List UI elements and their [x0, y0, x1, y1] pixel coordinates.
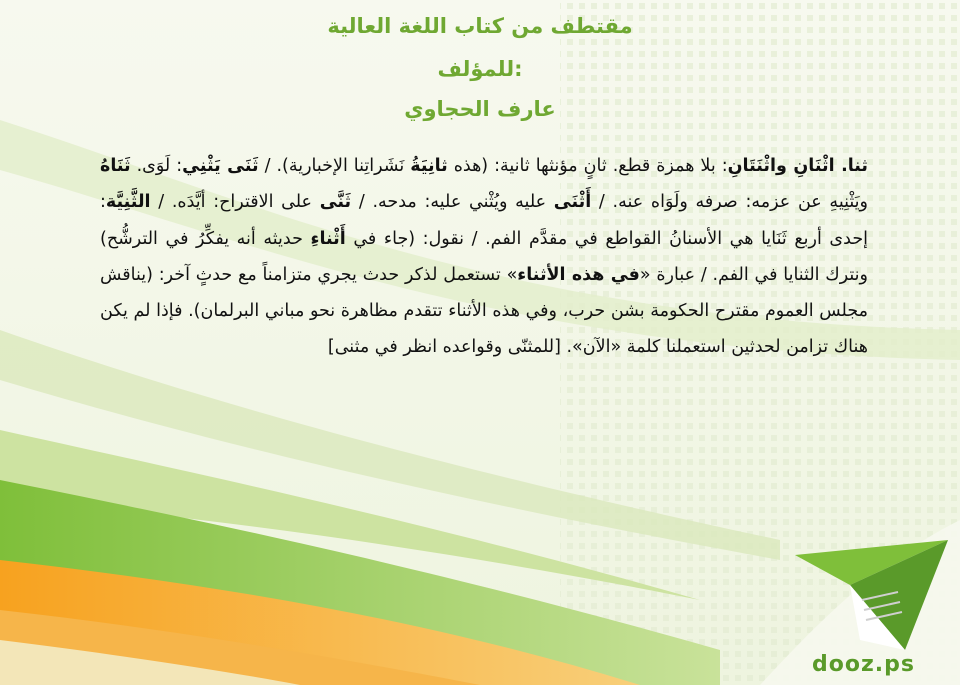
title-line-1: مقتطف من كتاب اللغة العالية [327, 14, 633, 38]
text-segment: : إحدى أربع ثَنَايا هي الأسنانُ القواطع في مقدَّم الفم. / نقول: (جاء في [100, 192, 868, 249]
site-logo: dooz.ps [812, 652, 915, 677]
text-segment: ويَثْنِيهِ عن عزمه: صرفه ولَوَاه عنه. / [591, 192, 868, 213]
author-name: عارف الحجاوي [404, 97, 556, 121]
term: ثانِيَةُ [410, 156, 448, 176]
title-line-2: للمؤلف: [437, 57, 523, 81]
text-segment: : لَوَى. [130, 156, 183, 176]
term: أَثْناءِ [310, 228, 346, 249]
term: ثَنَّى [319, 192, 352, 213]
entry-text [100, 148, 868, 458]
text-segment: حديثه أنه يفكِّرُ في الترشُّح) ونترك الثنايا في الفم. / عبارة « [100, 228, 868, 285]
term: ثنا. اثْنَانِ واثْنَتَانِ [727, 156, 869, 176]
text-segment: عليه ويُثْني عليه: مدحه. / [351, 192, 554, 213]
term: ثَنَاهُ [100, 156, 131, 176]
term: أَثْنَى [553, 192, 592, 213]
term: الثَّنِيَّة [105, 192, 151, 213]
term: في هذه الأثناء [517, 264, 640, 285]
text-segment: على الاقتراح: أيَّدَه. / [150, 192, 320, 213]
text-segment: : بلا همزة قطع. ثانٍ مؤنثها ثانية: (هذه [447, 156, 728, 176]
term: ثَنَى يَثْنِي [182, 156, 259, 176]
text-segment: نَشَراتِنا الإخبارية). / [258, 156, 411, 176]
text-segment: » تستعمل لذكر حدث يجري متزامناً مع حدثٍ آخر: (يناقش مجلس العموم مقترح الحكومة بشن حرب، وفي هذه الأثناء تتقدم مظاهرة نحو مباني البرلمان). فإذا لم يكن هناك تزامن لحدثين استعملنا كلمة «الآن». [للمثنّى وقواعده انظر في مثنى] [100, 264, 868, 358]
